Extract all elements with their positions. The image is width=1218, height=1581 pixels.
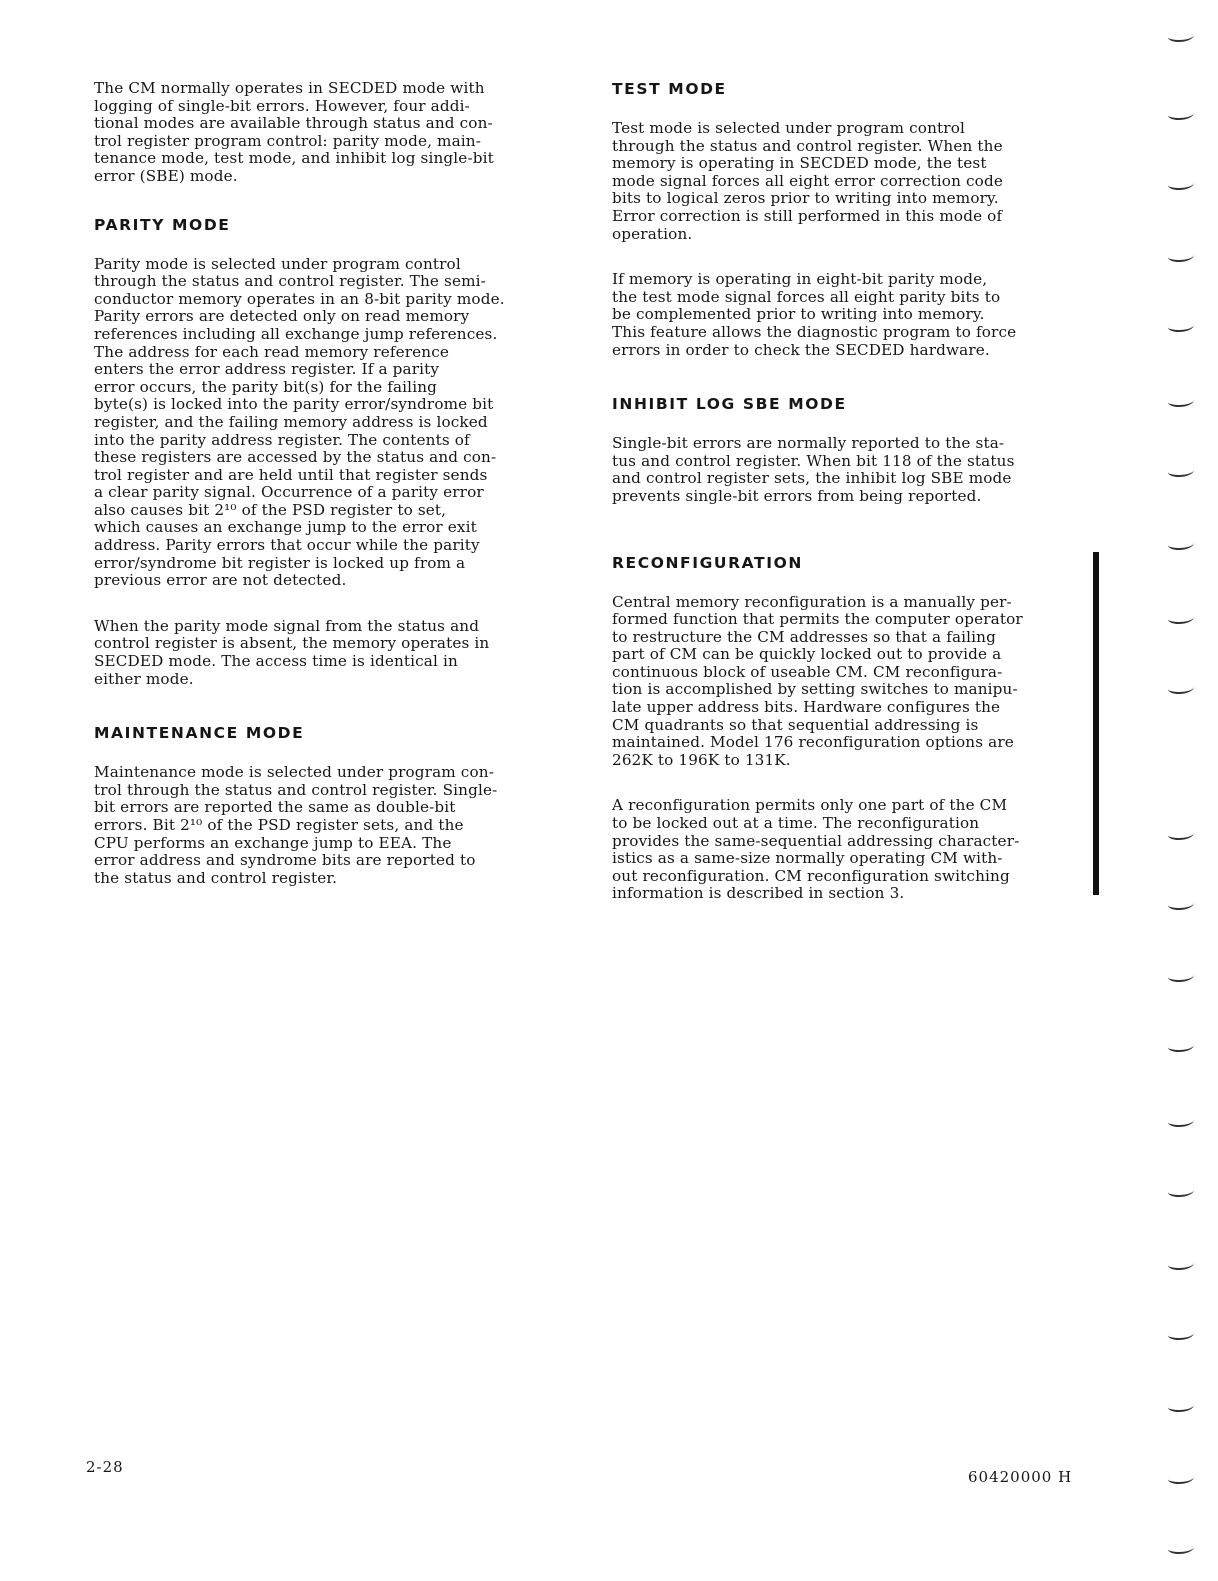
binder-hole-mark xyxy=(1168,1185,1194,1197)
reconfiguration-paragraph-1: Central memory reconfiguration is a manually per- formed function that permits the computer operator to restructure the CM addresses so that a failing part of CM can be quickly locked out to provide a continuous block of useable CM. CM reconfigura- tion is accomplished by setting switches to manipu- late upper address bits. Hardware configures the CM quadrants so that sequential addressing is maintained. Model 176 reconfiguration options are 262K to 196K to 131K. xyxy=(612,592,1023,769)
binder-hole-mark xyxy=(1168,320,1194,332)
reconfiguration-paragraph-2: A reconfiguration permits only one part of the CM to be locked out at a time. The reconfiguration provides the same-sequential addressing character- istics as a same-size normally operating CM with- out reconfiguration. CM reconfiguration switching information is described in section 3. xyxy=(612,796,1020,903)
reconfiguration-heading: RECONFIGURATION xyxy=(612,553,803,572)
maintenance-mode-paragraph: Maintenance mode is selected under program con- trol through the status and control register. Single- bit errors are reported the same as double-bit errors. Bit 2¹⁰ of the PSD register sets, and the CPU performs an exchange jump to EEA. The error address and syndrome bits are reported to the status and control register. xyxy=(94,763,498,887)
left-column xyxy=(94,80,564,887)
binder-hole-mark xyxy=(1168,1040,1194,1052)
binder-hole-mark xyxy=(1168,682,1194,694)
test-mode-paragraph-2: If memory is operating in eight-bit parity mode, the test mode signal forces all eight parity bits to be complemented prior to writing into memory. This feature allows the diagnostic program to force errors in order to check the SECDED hardware. xyxy=(612,270,1017,359)
binder-hole-mark xyxy=(1168,30,1194,42)
parity-mode-paragraph-1: Parity mode is selected under program control through the status and control register. The semi- conductor memory operates in an 8-bit parity mode. Parity errors are detected only on read memory references including all exchange jump references. The address for each read memory reference enters the error address register. If a parity error occurs, the parity bit(s) for the failing byte(s) is locked into the parity error/syndrome bit register, and the failing memory address is locked into the parity address register. The contents of these registers are accessed by the status and con- trol register and are held until that register sends a clear parity signal. Occurrence of a parity error also causes bit 2¹⁰ of the PSD register to set, which causes an exchange jump to the error exit address. Parity errors that occur while the parity error/syndrome bit register is locked up from a previous error are not detected. xyxy=(94,254,505,590)
test-mode-paragraph-1: Test mode is selected under program control through the status and control register. When the memory is operating in SECDED mode, the test mode signal forces all eight error correction code bits to logical zeros prior to writing into memory. Error correction is still performed in this mode of operation. xyxy=(612,119,1003,243)
inhibit-log-sbe-heading: INHIBIT LOG SBE MODE xyxy=(612,395,847,414)
binder-hole-mark xyxy=(1168,108,1194,120)
binder-hole-mark xyxy=(1168,178,1194,190)
intro-paragraph: The CM normally operates in SECDED mode with logging of single-bit errors. However, four addi- tional modes are available through status and con- trol register program control: parity mode, main- tenance mode, test mode, and inhibit log single-bit error (SBE) mode. xyxy=(94,79,494,185)
binder-hole-mark xyxy=(1168,1400,1194,1412)
parity-mode-heading: PARITY MODE xyxy=(94,215,231,234)
binder-hole-mark xyxy=(1168,1542,1194,1554)
binder-hole-mark xyxy=(1168,970,1194,982)
binder-hole-mark xyxy=(1168,828,1194,840)
binder-hole-mark xyxy=(1168,898,1194,910)
maintenance-mode-heading: MAINTENANCE MODE xyxy=(94,724,305,743)
right-column xyxy=(612,80,1084,903)
binder-hole-mark xyxy=(1168,1328,1194,1340)
page-number: 2-28 xyxy=(86,1458,124,1476)
parity-mode-paragraph-2: When the parity mode signal from the status and control register is absent, the memory operates in SECDED mode. The access time is identical in either mode. xyxy=(94,616,490,688)
binder-hole-mark xyxy=(1168,1258,1194,1270)
binder-hole-mark xyxy=(1168,612,1194,624)
binder-hole-mark xyxy=(1168,538,1194,550)
binder-hole-mark xyxy=(1168,465,1194,477)
binder-hole-mark xyxy=(1168,1115,1194,1127)
binder-hole-mark xyxy=(1168,395,1194,407)
binder-hole-mark xyxy=(1168,250,1194,262)
test-mode-heading: TEST MODE xyxy=(612,80,727,98)
change-bar xyxy=(1093,552,1099,895)
inhibit-log-sbe-paragraph: Single-bit errors are normally reported to the sta- tus and control register. When bit 118 of the status and control register sets, the inhibit log SBE mode prevents single-bit errors from being reported. xyxy=(612,434,1015,505)
binder-hole-mark xyxy=(1168,1472,1194,1484)
document-number: 60420000 H xyxy=(968,1468,1073,1486)
